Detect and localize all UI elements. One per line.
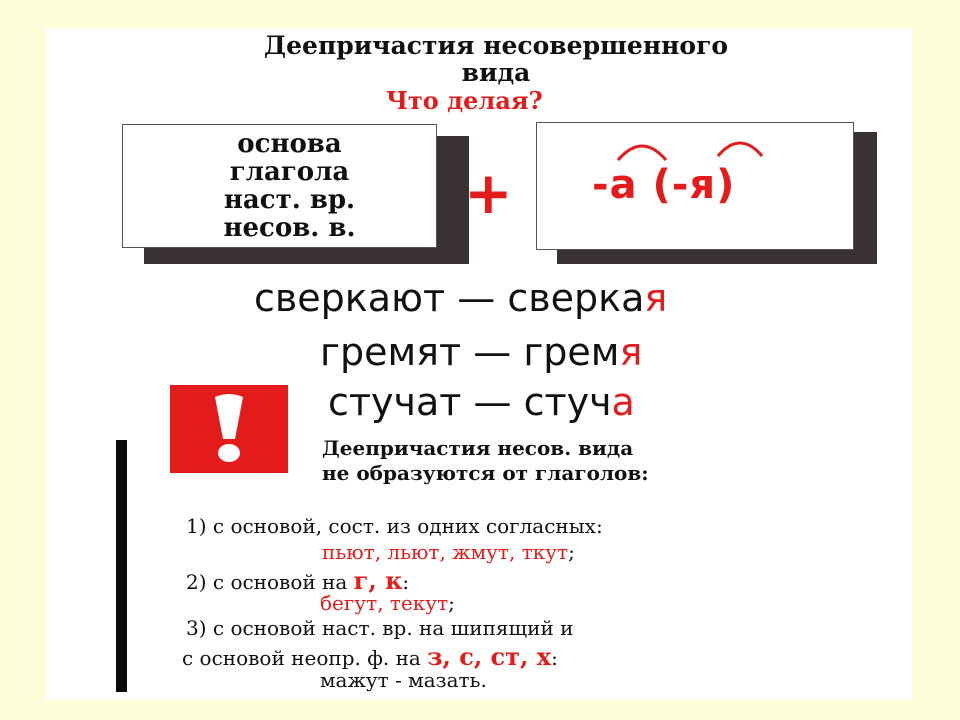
example-verb: стучат	[328, 380, 462, 424]
question: Что делая?	[386, 86, 543, 115]
rule-3-text: с основой неопр. ф. на	[182, 646, 428, 670]
rule-2-words: бегут, текут	[320, 591, 449, 615]
stem-line: основа	[237, 129, 342, 159]
rule-2-letters: г, к	[353, 566, 403, 595]
warning-heading-line-1: Деепричастия несов. вида	[322, 436, 634, 460]
rule-3: 3) с основой наст. вр. на шипящий и	[186, 616, 574, 640]
example-verb: гремят	[320, 330, 462, 374]
exclamation-icon	[209, 393, 249, 465]
rule-2-examples-tail: ;	[448, 591, 455, 615]
slide	[46, 28, 912, 700]
example-ending: я	[619, 330, 643, 374]
rule-3-tail: :	[551, 646, 558, 670]
example-ending: я	[644, 276, 668, 320]
warning-heading	[322, 436, 649, 486]
rule-1-words: пьют, льют, жмут, ткут	[322, 540, 569, 564]
rule-3-example: мажут - мазать.	[320, 668, 487, 692]
suffix-text: -а (-я)	[592, 162, 736, 208]
example-dash: —	[461, 380, 524, 424]
stem-line: глагола	[229, 157, 350, 187]
title-line-1: Деепричастия несовершенного	[263, 31, 729, 60]
example-row	[320, 330, 642, 374]
example-dash: —	[445, 276, 508, 320]
warning-box	[170, 385, 288, 473]
example-stem: стуч	[523, 380, 612, 424]
example-row	[328, 380, 635, 424]
title-line-2: вида	[461, 58, 531, 87]
example-row	[254, 276, 667, 320]
example-stem: грем	[523, 330, 620, 374]
example-verb: сверкают	[254, 276, 446, 320]
rule-1: 1) с основой, сост. из одних согласных:	[186, 514, 603, 538]
rule-1-tail: ;	[568, 540, 575, 564]
rule-2-tail: :	[402, 570, 410, 594]
vertical-bar	[116, 440, 127, 692]
plus-sign: +	[464, 159, 513, 227]
example-stem: сверка	[507, 276, 645, 320]
rule-2-text: 2) с основой на	[186, 570, 354, 594]
rule-1-examples	[322, 540, 575, 564]
example-dash: —	[461, 330, 524, 374]
stem-line: наст. вр.	[223, 185, 356, 215]
rule-3-continued	[182, 642, 558, 671]
rule-3-letters: з, с, ст, х	[427, 642, 552, 671]
example-ending: а	[611, 380, 635, 424]
stem-line: несов. в.	[223, 213, 356, 243]
rule-2-examples	[320, 591, 455, 615]
warning-heading-line-2: не образуются от глаголов:	[322, 461, 649, 485]
